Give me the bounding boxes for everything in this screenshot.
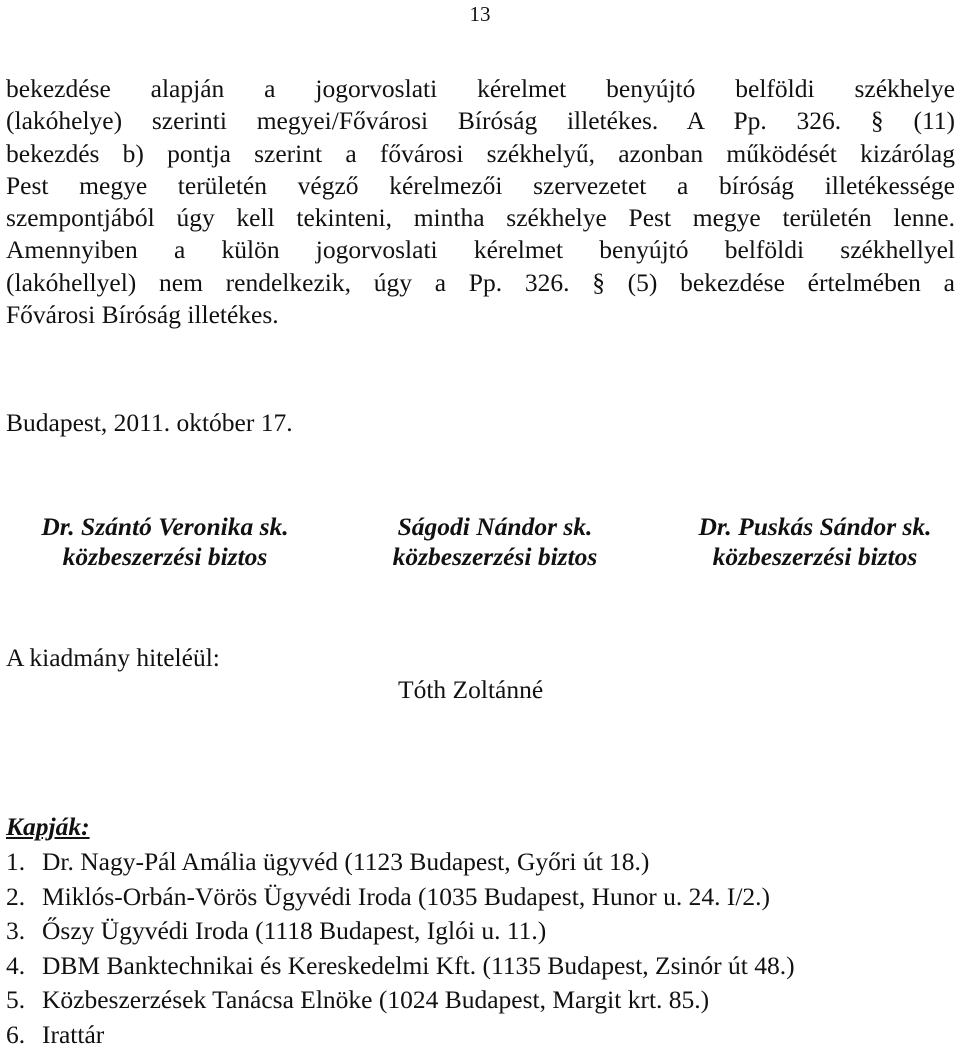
signatory-name: Dr. Puskás Sándor sk. — [680, 512, 950, 542]
list-item-number: 6. — [6, 1018, 42, 1052]
body-line: Amennyiben a külön jogorvoslati kérelmet benyújtó belföldi székhellyel — [6, 234, 955, 266]
certifier-name: Tóth Zoltánné — [398, 675, 543, 705]
list-item — [6, 1018, 795, 1052]
body-line: bekezdése alapján a jogorvoslati kérelmet benyújtó belföldi székhelye — [6, 73, 955, 105]
place-and-date: Budapest, 2011. október 17. — [6, 408, 293, 438]
body-line: Fővárosi Bíróság illetékes. — [6, 299, 955, 331]
recipients-heading: Kapják: — [6, 812, 90, 842]
list-item — [6, 949, 795, 984]
page-number: 13 — [0, 2, 960, 27]
body-line: (lakóhellyel) nem rendelkezik, úgy a Pp. 326. § (5) bekezdése értelmében a — [6, 267, 955, 299]
body-line: bekezdés b) pontja szerint a fővárosi székhelyű, azonban működését kizárólag — [6, 138, 955, 170]
recipients-list — [6, 845, 795, 1052]
signature-block — [680, 512, 950, 572]
body-line: (lakóhelye) szerinti megyei/Fővárosi Bíróság illetékes. A Pp. 326. § (11) — [6, 105, 955, 137]
body-paragraph — [6, 73, 955, 331]
signatory-role: közbeszerzési biztos — [360, 542, 630, 572]
list-item-text: Dr. Nagy-Pál Amália ügyvéd (1123 Budapest, Győri út 18.) — [42, 847, 649, 876]
list-item-number: 5. — [6, 983, 42, 1018]
signatory-role: közbeszerzési biztos — [680, 542, 950, 572]
list-item-text: Miklós-Orbán-Vörös Ügyvédi Iroda (1035 Budapest, Hunor u. 24. I/2.) — [42, 882, 770, 911]
list-item — [6, 983, 795, 1018]
list-item-text: Közbeszerzések Tanácsa Elnöke (1024 Budapest, Margit krt. 85.) — [42, 985, 709, 1014]
signatory-name: Ságodi Nándor sk. — [360, 512, 630, 542]
body-line: szempontjából úgy kell tekinteni, mintha székhelye Pest megye területén lenne. — [6, 202, 955, 234]
list-item-number: 3. — [6, 914, 42, 949]
signatory-name: Dr. Szántó Veronika sk. — [30, 512, 300, 542]
signature-block — [360, 512, 630, 572]
list-item-text: Őszy Ügyvédi Iroda (1118 Budapest, Iglói u. 11.) — [42, 916, 546, 945]
list-item-text: Irattár — [42, 1020, 104, 1049]
certification-label: A kiadmány hiteléül: — [6, 643, 220, 673]
signature-block — [30, 512, 300, 572]
list-item — [6, 880, 795, 915]
signatory-role: közbeszerzési biztos — [30, 542, 300, 572]
list-item-number: 4. — [6, 949, 42, 984]
list-item — [6, 845, 795, 880]
body-line: Pest megye területén végző kérelmezői szervezetet a bíróság illetékessége — [6, 170, 955, 202]
list-item-number: 1. — [6, 845, 42, 880]
list-item — [6, 914, 795, 949]
list-item-number: 2. — [6, 880, 42, 915]
list-item-text: DBM Banktechnikai és Kereskedelmi Kft. (1135 Budapest, Zsinór út 48.) — [42, 951, 795, 980]
